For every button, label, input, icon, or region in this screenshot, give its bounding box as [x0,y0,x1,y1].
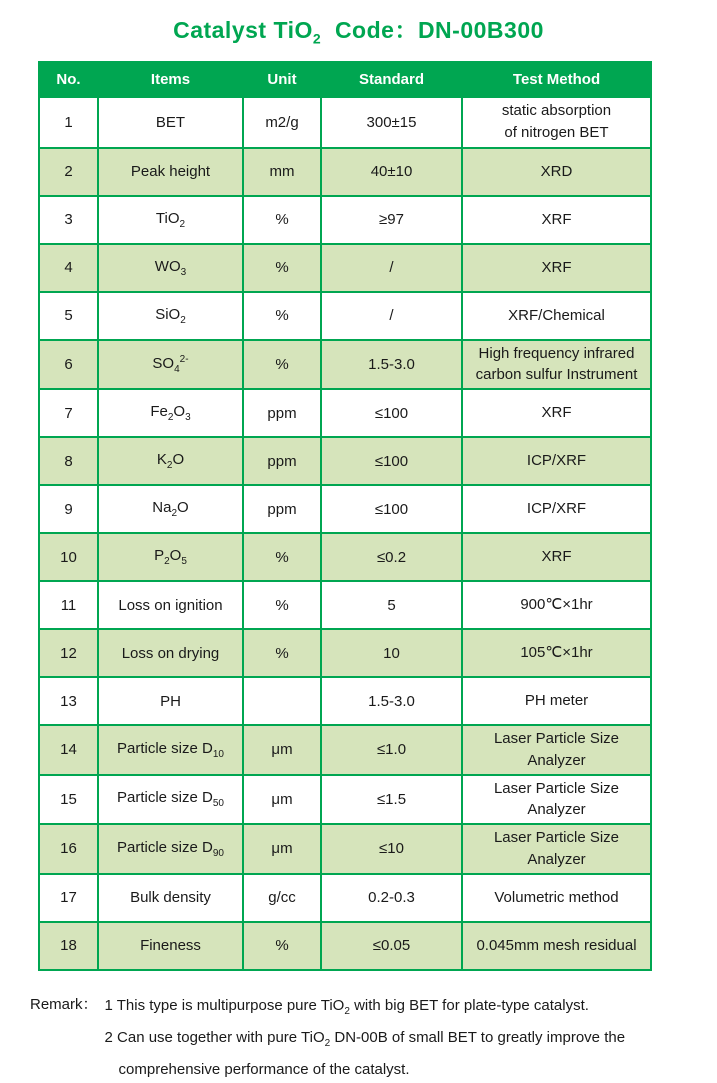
cell-method: ICP/XRF [462,485,651,533]
table-row [39,922,651,970]
cell-method: PH meter [462,677,651,725]
cell-item: Particle size $D_{50}$ [98,775,243,825]
cell-standard: 10 [321,629,462,677]
cell-method: XRD [462,148,651,196]
cell-item: BET [98,97,243,148]
column-header-test-method: Test Method [462,62,651,97]
cell-standard: 1.5-3.0 [321,677,462,725]
cell-item: Particle size $D_{90}$ [98,824,243,874]
cell-standard: 300±15 [321,97,462,148]
table-row [39,581,651,629]
cell-item: SiO$_2$ [98,292,243,340]
cell-item: TiO$_2$ [98,196,243,244]
catalyst-spec-table [38,61,652,971]
cell-item: Loss on ignition [98,581,243,629]
cell-standard: 1.5-3.0 [321,340,462,390]
cell-unit: ppm [243,389,321,437]
cell-unit: % [243,922,321,970]
cell-item: $WO_3$ [98,244,243,292]
cell-method: XRF [462,389,651,437]
column-header-unit: Unit [243,62,321,97]
cell-standard: ≤0.05 [321,922,462,970]
cell-item: Bulk density [98,874,243,922]
cell-no: 11 [39,581,98,629]
cell-no: 14 [39,725,98,775]
cell-item: Fineness [98,922,243,970]
cell-unit: ppm [243,437,321,485]
cell-standard: ≤100 [321,485,462,533]
table-row [39,677,651,725]
cell-standard: ≤0.2 [321,533,462,581]
cell-standard: ≤100 [321,389,462,437]
cell-standard: 40±10 [321,148,462,196]
cell-no: 12 [39,629,98,677]
column-header-no: No. [39,62,98,97]
remark-label: Remark： [30,995,98,1013]
cell-method: XRF [462,533,651,581]
cell-method: Laser Particle Size Analyzer [462,725,651,775]
cell-item: Particle size $D_{10}$ [98,725,243,775]
cell-item: $Fe_2O_3$ [98,389,243,437]
cell-unit: % [243,340,321,390]
remark-line: 2 Can use together with pure TiO$_2$ DN-00B of small BET to greatly improve the [104,1028,626,1049]
column-header-standard: Standard [321,62,462,97]
cell-method: Laser Particle Size Analyzer [462,775,651,825]
cell-method: 900℃×1hr [462,581,651,629]
table-row [39,485,651,533]
cell-unit: ppm [243,485,321,533]
cell-method: High frequency infrared carbon sulfur Instrument [462,340,651,390]
cell-no: 8 [39,437,98,485]
cell-item: $P_2O_5$ [98,533,243,581]
remark-lines [105,993,717,1083]
cell-unit: μm [243,725,321,775]
cell-no: 4 [39,244,98,292]
cell-no: 9 [39,485,98,533]
cell-no: 16 [39,824,98,874]
column-header-items: Items [98,62,243,97]
cell-standard: 5 [321,581,462,629]
table-row [39,874,651,922]
table-row [39,437,651,485]
cell-no: 1 [39,97,98,148]
cell-no: 5 [39,292,98,340]
remark-line: 1 This type is multipurpose pure TiO$_2$ with big BET for plate-type catalyst. [104,996,589,1017]
remark-section [30,993,717,1083]
table-row [39,725,651,775]
table-row [39,196,651,244]
cell-unit: g/cc [243,874,321,922]
cell-method: Laser Particle Size Analyzer [462,824,651,874]
cell-unit: % [243,581,321,629]
cell-standard: / [321,292,462,340]
cell-item: PH [98,677,243,725]
cell-item: $K_2O$ [98,437,243,485]
cell-item: $SO_4^{2-}$ [98,340,243,390]
table-row [39,97,651,148]
cell-item: $Na_2O$ [98,485,243,533]
cell-standard: 0.2-0.3 [321,874,462,922]
table-row [39,292,651,340]
table-row [39,148,651,196]
table-row [39,775,651,825]
cell-method: XRF [462,244,651,292]
cell-no: 17 [39,874,98,922]
remark-line: comprehensive performance of the catalyst. [118,1060,410,1078]
cell-standard: ≤10 [321,824,462,874]
cell-standard: ≥97 [321,196,462,244]
cell-unit: % [243,196,321,244]
cell-standard: ≤1.0 [321,725,462,775]
cell-no: 6 [39,340,98,390]
table-row [39,389,651,437]
cell-unit: % [243,292,321,340]
table-header-row [39,62,651,97]
page-title: Catalyst TiO$_2$ Code：DN-00B300 [173,17,544,47]
cell-unit: m2/g [243,97,321,148]
cell-method: 105℃×1hr [462,629,651,677]
cell-standard: ≤1.5 [321,775,462,825]
table-row [39,244,651,292]
cell-method: XRF [462,196,651,244]
cell-method: XRF/Chemical [462,292,651,340]
cell-unit: mm [243,148,321,196]
cell-unit: % [243,533,321,581]
cell-no: 3 [39,196,98,244]
cell-standard: ≤100 [321,437,462,485]
cell-no: 15 [39,775,98,825]
cell-unit: % [243,244,321,292]
cell-unit [243,677,321,725]
cell-no: 10 [39,533,98,581]
cell-no: 13 [39,677,98,725]
cell-no: 18 [39,922,98,970]
cell-unit: μm [243,775,321,825]
table-row [39,629,651,677]
cell-method: static absorption of nitrogen BET [462,97,651,148]
cell-method: ICP/XRF [462,437,651,485]
cell-unit: % [243,629,321,677]
cell-item: Peak height [98,148,243,196]
cell-item: Loss on drying [98,629,243,677]
cell-method: 0.045mm mesh residual [462,922,651,970]
table-row [39,533,651,581]
cell-method: Volumetric method [462,874,651,922]
cell-unit: μm [243,824,321,874]
table-row [39,824,651,874]
cell-no: 2 [39,148,98,196]
cell-standard: / [321,244,462,292]
cell-no: 7 [39,389,98,437]
table-row [39,340,651,390]
